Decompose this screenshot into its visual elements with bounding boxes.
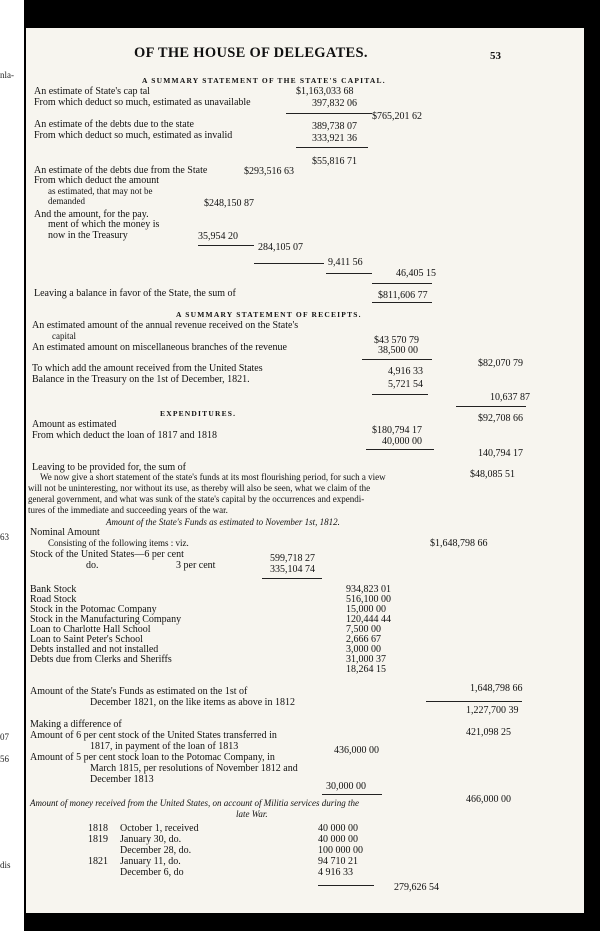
line-label: December 1813 xyxy=(90,774,154,785)
line-value: 335,104 74 xyxy=(270,564,315,575)
line-value: $293,516 63 xyxy=(244,166,294,177)
document-page xyxy=(26,28,584,913)
line-value: $43 570 79 xyxy=(374,335,419,346)
fund-item-value: 15,000 00 xyxy=(346,604,386,615)
line-total: 1,648,798 66 xyxy=(470,683,523,694)
line-label: Making a difference of xyxy=(30,719,122,730)
line-total: $55,816 71 xyxy=(312,156,357,167)
militia-line: Amount of money received from the United States, on account of Militia services during the xyxy=(30,798,360,808)
section-heading-receipts: A SUMMARY STATEMENT OF RECEIPTS. xyxy=(176,310,362,319)
adjacent-page-strip xyxy=(0,0,24,931)
line-value: 30,000 00 xyxy=(326,781,366,792)
militia-year: 1819 xyxy=(88,834,108,845)
line-total: $82,070 79 xyxy=(478,358,523,369)
margin-fragment: 63 xyxy=(0,532,9,542)
paragraph-line: tures of the immediate and succeeding years of the war. xyxy=(28,505,228,515)
line-value: 35,954 20 xyxy=(198,231,238,242)
fund-item-label: Debts installed and not installed xyxy=(30,644,159,655)
fund-item-value: 3,000 00 xyxy=(346,644,381,655)
line-value: $180,794 17 xyxy=(372,425,422,436)
line-label: as estimated, that may not be xyxy=(48,186,153,196)
militia-date: December 28, do. xyxy=(120,845,192,856)
line-label: capital xyxy=(52,331,76,341)
fund-item-label: Stock in the Potomac Company xyxy=(30,604,157,615)
section-heading-funds: Amount of the State's Funds as estimated to November 1st, 1812. xyxy=(106,517,340,527)
line-total: 466,000 00 xyxy=(466,794,511,805)
paragraph-line: We now give a short statement of the state's funds at its most flourishing period, for such a view xyxy=(40,472,386,482)
militia-value: 40 000 00 xyxy=(318,834,358,845)
line-value: 284,105 07 xyxy=(258,242,303,253)
line-label: 3 per cent xyxy=(176,560,216,571)
militia-value: 40 000 00 xyxy=(318,823,358,834)
paragraph-line: will not be uninteresting, nor without its use, as thereby will also be seen, what we claim of the xyxy=(28,483,371,493)
line-total: $765,201 62 xyxy=(372,111,422,122)
line-label: Amount of 5 per cent stock loan to the Potomac Company, in xyxy=(30,752,275,763)
line-label: An estimate of the debts due to the state xyxy=(34,119,194,130)
militia-value: 94 710 21 xyxy=(318,856,358,867)
fund-item-label: Stock in the Manufacturing Company xyxy=(30,614,182,625)
fund-item-value: 516,100 00 xyxy=(346,594,391,605)
militia-date: January 30, do. xyxy=(120,834,182,845)
line-label: now in the Treasury xyxy=(48,230,128,241)
margin-fragment: nla- xyxy=(0,70,14,80)
line-value: 38,500 00 xyxy=(378,345,418,356)
fund-item-value: 7,500 00 xyxy=(346,624,381,635)
section-heading-capital: A SUMMARY STATEMENT OF THE STATE'S CAPITAL. xyxy=(142,76,386,85)
line-label: December 1821, on the like items as above in 1812 xyxy=(90,697,295,708)
militia-value: 4 916 33 xyxy=(318,867,353,878)
fund-item-value: 120,444 44 xyxy=(346,614,391,625)
line-value: 599,718 27 xyxy=(270,553,315,564)
line-label: ment of which the money is xyxy=(48,219,160,230)
line-label: Nominal Amount xyxy=(30,527,100,538)
line-total: 421,098 25 xyxy=(466,727,511,738)
line-label: From which deduct so much, estimated as invalid xyxy=(34,130,233,141)
militia-total: 279,626 54 xyxy=(394,882,439,893)
line-value: $1,163,033 68 xyxy=(296,86,354,97)
fund-item-value: 2,666 67 xyxy=(346,634,381,645)
line-label: An estimated amount on miscellaneous branches of the revenue xyxy=(32,342,287,353)
line-label: An estimated amount of the annual revenue received on the State's xyxy=(32,320,299,331)
line-value: 436,000 00 xyxy=(334,745,379,756)
line-label: Stock of the United States—6 per cent xyxy=(30,549,184,560)
line-label: Amount as estimated xyxy=(32,419,117,430)
page-number: 53 xyxy=(490,50,501,62)
line-value: 389,738 07 xyxy=(312,121,357,132)
line-label: From which deduct the amount xyxy=(34,175,159,186)
line-total: $48,085 51 xyxy=(470,469,515,480)
militia-date: October 1, received xyxy=(120,823,199,834)
margin-fragment: 56 xyxy=(0,754,9,764)
line-label: March 1815, per resolutions of November 1812 and xyxy=(90,763,298,774)
line-value: 40,000 00 xyxy=(382,436,422,447)
line-value: 46,405 15 xyxy=(396,268,436,279)
line-value: $248,150 87 xyxy=(204,198,254,209)
fund-item-value: 18,264 15 xyxy=(346,664,386,675)
line-label: 1817, in payment of the loan of 1813 xyxy=(90,741,239,752)
line-label: Leaving to be provided for, the sum of xyxy=(32,462,187,473)
fund-item-value: 31,000 37 xyxy=(346,654,386,665)
line-label: Amount of 6 per cent stock of the United States transferred in xyxy=(30,730,277,741)
line-total: 1,227,700 39 xyxy=(466,705,519,716)
page-title: OF THE HOUSE OF DELEGATES. xyxy=(134,45,368,61)
line-label: And the amount, for the pay. xyxy=(34,209,149,220)
section-heading-expenditures: EXPENDITURES. xyxy=(160,409,237,418)
line-label: Amount of the State's Funds as estimated on the 1st of xyxy=(30,686,248,697)
line-label: do. xyxy=(86,560,99,571)
scan-border xyxy=(584,0,600,931)
line-value: 4,916 33 xyxy=(388,366,423,377)
fund-item-label: Debts due from Clerks and Sheriffs xyxy=(30,654,172,665)
line-total: $1,648,798 66 xyxy=(430,538,488,549)
line-label: From which deduct so much, estimated as unavailable xyxy=(34,97,251,108)
line-label: To which add the amount received from the United States xyxy=(32,363,263,374)
line-total: 140,794 17 xyxy=(478,448,523,459)
line-value: 397,832 06 xyxy=(312,98,357,109)
militia-year: 1821 xyxy=(88,856,108,867)
line-value: 9,411 56 xyxy=(328,257,363,268)
militia-date: January 11, do. xyxy=(120,856,181,867)
line-value: 333,921 36 xyxy=(312,133,357,144)
paragraph-line: general government, and what was sunk of the state's capital by the occurrences and expendi- xyxy=(28,494,365,504)
militia-date: December 6, do xyxy=(120,867,184,878)
margin-fragment: 07 xyxy=(0,732,9,742)
line-value: 5,721 54 xyxy=(388,379,423,390)
militia-value: 100 000 00 xyxy=(318,845,363,856)
fund-item-label: Loan to Charlotte Hall School xyxy=(30,624,151,635)
line-label: From which deduct the loan of 1817 and 1818 xyxy=(32,430,217,441)
line-label: Balance in the Treasury on the 1st of December, 1821. xyxy=(32,374,250,385)
line-total: 10,637 87 xyxy=(490,392,530,403)
line-label: An estimate of the debts due from the State xyxy=(34,165,208,176)
balance-label: Leaving a balance in favor of the State, the sum of xyxy=(34,288,236,299)
margin-fragment: dis xyxy=(0,860,11,870)
militia-year: 1818 xyxy=(88,823,108,834)
fund-item-label: Bank Stock xyxy=(30,584,77,595)
line-label: Consisting of the following items : viz. xyxy=(48,538,189,548)
fund-item-label: Loan to Saint Peter's School xyxy=(30,634,143,645)
balance-value: $811,606 77 xyxy=(378,290,428,301)
fund-item-label: Road Stock xyxy=(30,594,77,605)
line-label: demanded xyxy=(48,196,85,206)
militia-line: late War. xyxy=(236,809,268,819)
line-total: $92,708 66 xyxy=(478,413,523,424)
line-label: An estimate of State's cap tal xyxy=(34,86,150,97)
fund-item-value: 934,823 01 xyxy=(346,584,391,595)
